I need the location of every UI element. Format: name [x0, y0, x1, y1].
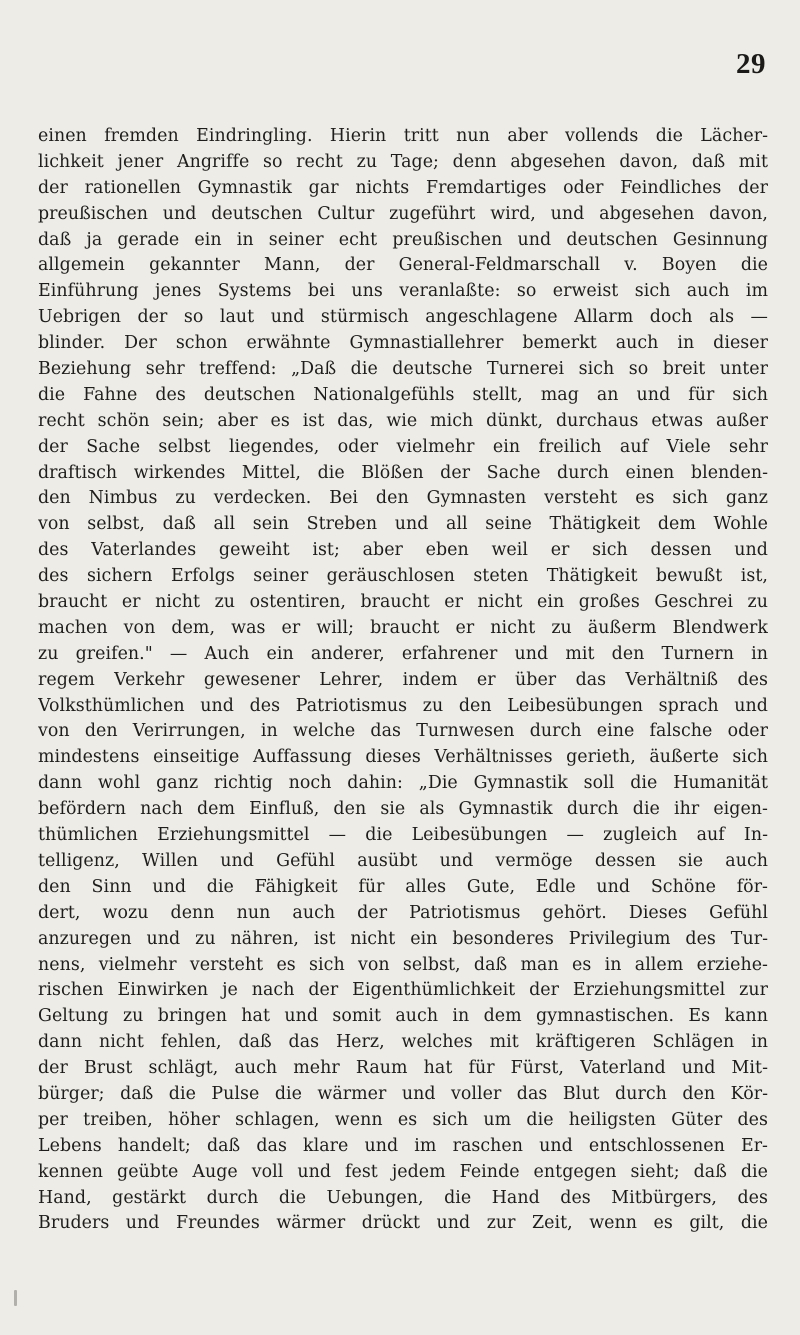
text-line: per treiben, höher schlagen, wenn es sich um die heiligsten Güter des	[38, 1109, 768, 1130]
text-line: Bruders und Freundes wärmer drückt und zur Zeit, wenn es gilt, die	[38, 1213, 768, 1234]
text-line: blinder. Der schon erwähnte Gymnastiallehrer bemerkt auch in dieser	[38, 333, 768, 354]
page-number: 29	[736, 48, 766, 80]
text-line: telligenz, Willen und Gefühl ausübt und vermöge dessen sie auch	[38, 850, 768, 871]
text-line: dann wohl ganz richtig noch dahin: „Die Gymnastik soll die Humanität	[38, 773, 768, 794]
text-line: braucht er nicht zu ostentiren, braucht er nicht ein großes Geschrei zu	[38, 592, 768, 613]
text-line: den Sinn und die Fähigkeit für alles Gute, Edle und Schöne för-	[38, 876, 768, 897]
text-line: rischen Einwirken je nach der Eigenthümlichkeit der Erziehungsmittel zur	[38, 980, 768, 1001]
text-line: zu greifen." — Auch ein anderer, erfahrener und mit den Turnern in	[38, 643, 768, 664]
text-line: anzuregen und zu nähren, ist nicht ein besonderes Privilegium des Tur-	[38, 928, 768, 949]
text-line: allgemein gekannter Mann, der General-Feldmarschall v. Boyen die	[38, 255, 768, 276]
text-line: daß ja gerade ein in seiner echt preußischen und deutschen Gesinnung	[38, 229, 768, 250]
text-line: der rationellen Gymnastik gar nichts Fremdartiges oder Feindliches der	[38, 177, 768, 198]
text-line: der Brust schlägt, auch mehr Raum hat für Fürst, Vaterland und Mit-	[38, 1058, 768, 1079]
text-line: recht schön sein; aber es ist das, wie mich dünkt, durchaus etwas außer	[38, 410, 768, 431]
text-line: Einführung jenes Systems bei uns veranlaßte: so erweist sich auch im	[38, 281, 768, 302]
text-line: Geltung zu bringen hat und somit auch in dem gymnastischen. Es kann	[38, 1006, 768, 1027]
text-line: draftisch wirkendes Mittel, die Blößen der Sache durch einen blenden-	[38, 462, 768, 483]
text-line: einen fremden Eindringling. Hierin tritt nun aber vollends die Lächer-	[38, 126, 768, 146]
body-text	[38, 124, 768, 1237]
text-line: von den Verirrungen, in welche das Turnwesen durch eine falsche oder	[38, 721, 768, 742]
text-line: lichkeit jener Angriffe so recht zu Tage; denn abgesehen davon, daß mit	[38, 151, 768, 172]
text-line: die Fahne des deutschen Nationalgefühls stellt, mag an und für sich	[38, 384, 768, 405]
text-line: dert, wozu denn nun auch der Patriotismus gehört. Dieses Gefühl	[38, 902, 768, 923]
text-line: regem Verkehr gewesener Lehrer, indem er über das Verhältniß des	[38, 669, 768, 690]
text-line: bürger; daß die Pulse die wärmer und voller das Blut durch den Kör-	[38, 1083, 768, 1104]
text-line: nens, vielmehr versteht es sich von selbst, daß man es in allem erziehe-	[38, 954, 768, 975]
text-line: kennen geübte Auge voll und fest jedem Feinde entgegen sieht; daß die	[38, 1161, 768, 1182]
text-line: befördern nach dem Einfluß, den sie als Gymnastik durch die ihr eigen-	[38, 799, 768, 820]
text-line: des sichern Erfolgs seiner geräuschlosen steten Thätigkeit bewußt ist,	[38, 566, 768, 587]
text-line: der Sache selbst liegendes, oder vielmehr ein freilich auf Viele sehr	[38, 436, 768, 457]
text-line: Uebrigen der so laut und stürmisch angeschlagene Allarm doch als —	[38, 307, 768, 328]
text-line: Beziehung sehr treffend: „Daß die deutsche Turnerei sich so breit unter	[38, 359, 768, 380]
text-line: Hand, gestärkt durch die Uebungen, die Hand des Mitbürgers, des	[38, 1187, 768, 1208]
text-line: machen von dem, was er will; braucht er nicht zu äußerm Blendwerk	[38, 617, 768, 638]
text-line: dann nicht fehlen, daß das Herz, welches mit kräftigeren Schlägen in	[38, 1032, 768, 1053]
margin-mark	[14, 1290, 17, 1306]
text-line: thümlichen Erziehungsmittel — die Leibesübungen — zugleich auf In-	[38, 825, 768, 846]
text-line: mindestens einseitige Auffassung dieses Verhältnisses gerieth, äußerte sich	[38, 747, 768, 768]
text-line: des Vaterlandes geweiht ist; aber eben weil er sich dessen und	[38, 540, 768, 561]
text-line: Lebens handelt; daß das klare und im raschen und entschlossenen Er-	[38, 1135, 768, 1156]
text-line: von selbst, daß all sein Streben und all seine Thätigkeit dem Wohle	[38, 514, 768, 535]
text-line: Volksthümlichen und des Patriotismus zu den Leibesübungen sprach und	[38, 695, 768, 716]
text-line: den Nimbus zu verdecken. Bei den Gymnasten versteht es sich ganz	[38, 488, 768, 509]
text-line: preußischen und deutschen Cultur zugeführt wird, und abgesehen davon,	[38, 203, 768, 224]
